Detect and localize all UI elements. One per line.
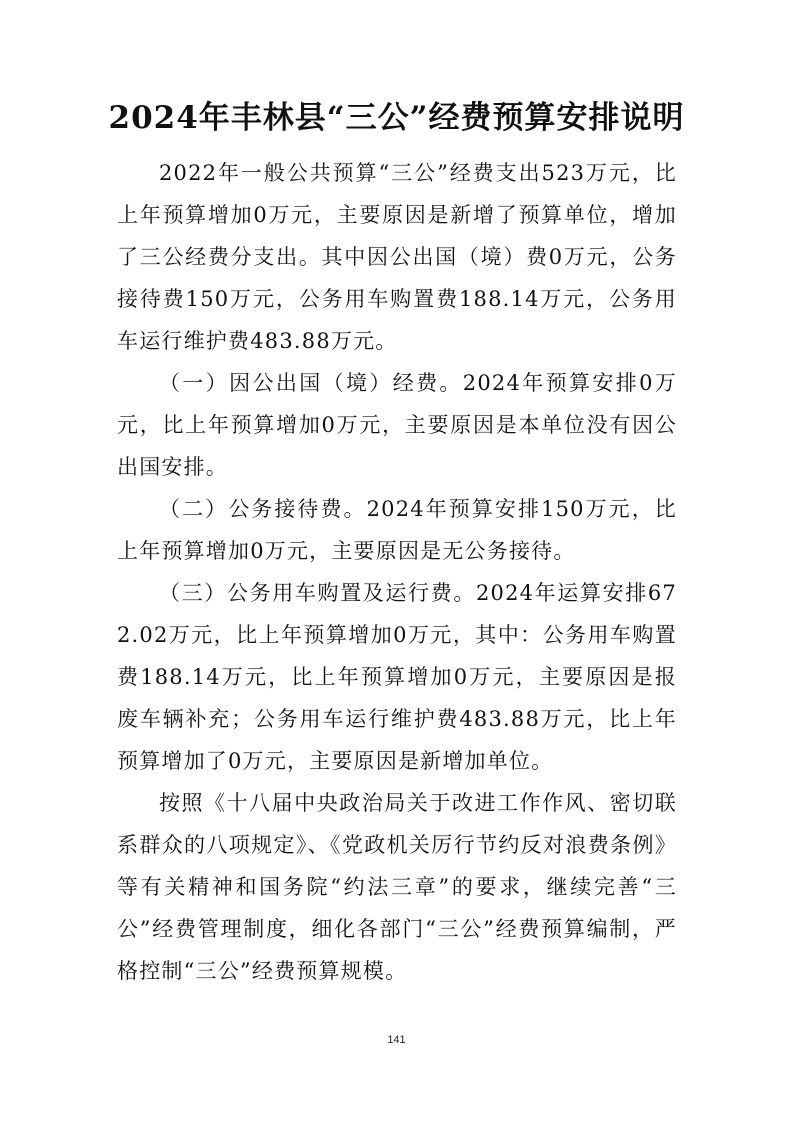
- document-title: 2024年丰林县“三公”经费预算安排说明: [108, 100, 685, 136]
- page-number: 141: [387, 1034, 406, 1046]
- paragraph-overseas-travel: （一）因公出国（境）经费。2024年预算安排0万元，比上年预算增加0万元，主要原因是本单位没有因公出国安排。: [117, 371, 677, 479]
- paragraph-reception: （二）公务接待费。2024年预算安排150万元，比上年预算增加0万元，主要原因是无公务接待。: [117, 497, 677, 563]
- document-body: [117, 152, 677, 992]
- paragraph-summary: 2022年一般公共预算“三公”经费支出523万元，比上年预算增加0万元，主要原因是新增了预算单位，增加了三公经费分支出。其中因公出国（境）费0万元，公务接待费150万元，公务用车购置费188.14万元，公务用车运行维护费483.88万元。: [117, 161, 677, 353]
- paragraph-vehicles: （三）公务用车购置及运行费。2024年运算安排672.02万元，比上年预算增加0万元，其中：公务用车购置费188.14万元，比上年预算增加0万元，主要原因是报废车辆补充；公务用车运行维护费483.88万元，比上年预算增加了0万元，主要原因是新增加单位。: [117, 581, 677, 773]
- paragraph-regulations: 按照《十八届中央政治局关于改进工作作风、密切联系群众的八项规定》、《党政机关厉行节约反对浪费条例》等有关精神和国务院“约法三章”的要求，继续完善“三公”经费管理制度，细化各部门“三公”经费预算编制，严格控制“三公”经费预算规模。: [117, 791, 677, 983]
